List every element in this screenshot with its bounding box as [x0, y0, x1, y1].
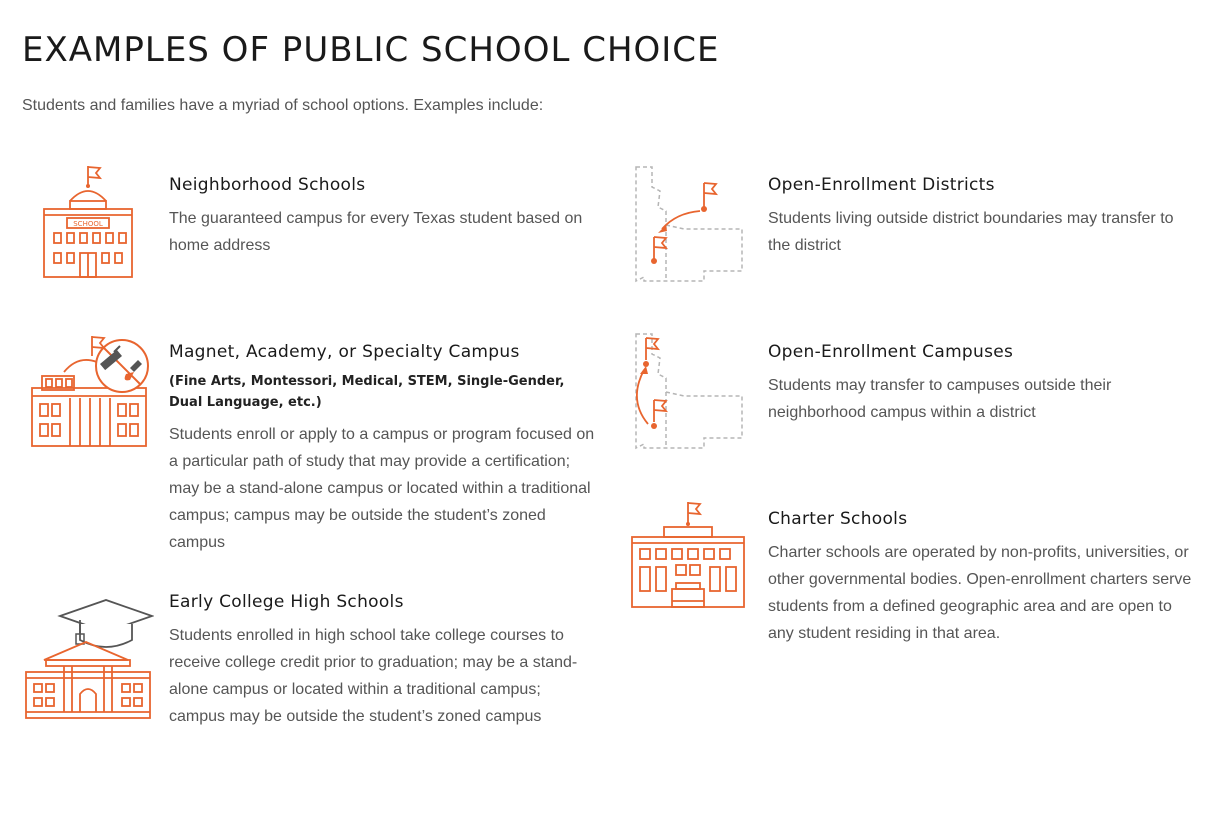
item-title: Magnet, Academy, or Specialty Campus — [169, 342, 520, 362]
item-description: Students may transfer to campuses outside their neighborhood campus within a district — [768, 377, 1112, 421]
item-description: Students enroll or apply to a campus or program focused on a particular path of study that may provide a certification; may be a stand-alone campus or located within a traditional campus; campus may be outside the student’s zoned campus — [169, 426, 595, 551]
item-title: Open-Enrollment Districts — [768, 175, 995, 195]
item-title: Neighborhood Schools — [169, 175, 366, 195]
page-title: EXAMPLES OF PUBLIC SCHOOL CHOICE — [22, 30, 720, 70]
item-description: Charter schools are operated by non-profits, universities, or other governmental bodies. Open-enrollment charters serve students from a defined geographic area and are open to any student residing in that area. — [768, 544, 1192, 642]
item-title: Early College High Schools — [169, 592, 404, 612]
intro-text: Students and families have a myriad of school options. Examples include: — [22, 97, 544, 114]
graduation-cap-college-icon — [24, 598, 154, 724]
specialty-campus-icon — [30, 332, 152, 450]
campus-transfer-map-icon — [632, 330, 746, 452]
item-title: Charter Schools — [768, 509, 908, 529]
item-subtitle: (Fine Arts, Montessori, Medical, STEM, Single-Gender, Dual Language, etc.) — [169, 374, 565, 410]
charter-school-building-icon — [630, 499, 746, 611]
school-sign-text: SCHOOL — [73, 220, 103, 228]
district-transfer-map-icon — [632, 163, 746, 285]
item-description: Students enrolled in high school take college courses to receive college credit prior to graduation; may be a stand-alone campus or located within a traditional campus; campus may be outside the student’s zoned campus — [169, 627, 578, 725]
school-building-icon — [40, 163, 136, 281]
item-title: Open-Enrollment Campuses — [768, 342, 1014, 362]
item-description: Students living outside district boundaries may transfer to the district — [768, 210, 1174, 254]
item-description: The guaranteed campus for every Texas student based on home address — [169, 210, 583, 254]
